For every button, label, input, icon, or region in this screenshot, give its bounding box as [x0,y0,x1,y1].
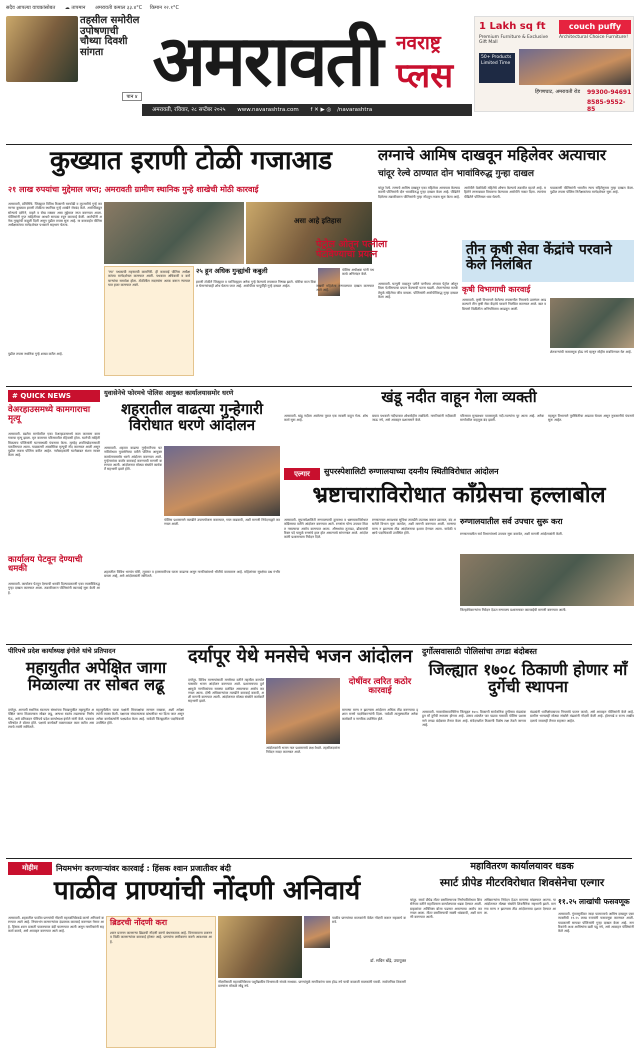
story6-body-3: शहरातील विविध भागांत चोरी, लूटमार व हाणामारीच्या घटना वाढल्या असून नागरिकांमध्ये भीतीचे वातावरण आहे. महिलांच्या सुरक्षेचा प्रश्न गंभीर बनला आहे, असे आंदोलकांनी सांगितले. [104,570,280,579]
ad-offer: 50+ Products Limited Time [479,53,515,83]
story9-side-body-2: जिल्हाधिकाऱ्यांना निवेदन देऊन रुग्णालय प्रशासनावर कारवाईची मागणी करण्यात आली. [460,608,567,612]
story5-headline: खंडू नदीत वाहून गेला व्यक्ती [381,388,537,406]
story9-photo [460,554,634,606]
story11-body-3: मागण्या मान्य न झाल्यास आंदोलन अधिक तीव्र करण्याचा इशारा मनसे पदाधिकाऱ्यांनी दिला. यावेळी तालुक्यातील अनेक कार्यकर्ते व नागरिक उपस्थित होते. [342,708,418,721]
story9-body-2: रुग्णालयात आवश्यक सुविधा तातडीने उपलब्ध करून द्याव्यात, बंद असलेले विभाग सुरू करावेत, अशी मागणी करण्यात आली. मागण्या मान्य न झाल्यास तीव्र आंदोलनाचा इशारा देण्यात आला. यावेळी पक्षाचे पदाधिकारी उपस्थित होते. [372,518,456,535]
story14-headline: स्मार्ट प्रीपेड मीटरविरोधात शिवसेनेचा एल्गार [439,877,605,889]
story13-body: अमरावती. शहरातील पाळीव प्राण्यांची नोंदणी महापालिकेकडे करणे अनिवार्य करण्यात आले आहे. नियमभंग करणाऱ्यांवर दंडात्मक कारवाई करण्यात येणार आहे. हिंसक श्वान प्रजाती पाळण्यावर बंदी घालण्यात आली असून नागरिकांनी सहकार्य करावे, असे आवाहन करण्यात आले आहे. [8,916,104,933]
teaser-photo [6,16,78,82]
story12-kicker: दुर्गोत्सवासाठी पोलिसांचा तगडा बंदोबस्त [422,647,537,656]
ad-sqft: 1 Lakh sq ft [479,21,546,32]
story1-body: अमरावती, प्रतिनिधि. जिल्ह्यात विविध ठिकाणी घरफोडी व लूटमारीचे गुन्हे करणाऱ्या कुख्यात इराणी टोळीला स्थानिक गुन्हे शाखेने जेरबंद केले. आरोपींकडून सोन्याचे दागिने, वाहने व रोख रक्कम असा मुद्देमाल जप्त करण्यात आला. पोलिसांनी गुप्त माहितीच्या आधारे सापळा रचून कारवाई केली. आरोपींनी अनेक गुन्ह्यांची कबुली दिली असून पुढील तपास सुरू आहे. या कारवाईत पोलिस अधीक्षकांच्या मार्गदर्शनात पथकाने सहभाग घेतला. [8,202,102,228]
story3-headline: पेट्रोल ओतून पत्नीला पेटविण्याचा प्रयत्न [316,239,388,260]
story3-body-2: जखमी महिलेला रुग्णालयात दाखल करण्यात आले आहे. [316,284,374,293]
story4-headline: तीन कृषी सेवा केंद्रांचे परवाने केले निलंबित [466,242,612,273]
story7-body: अमरावती. बडनेरा मार्गावरील एका वेअरहाउसमध्ये काम करताना कामगाराचा मृत्यू झाला. मृत कामगार परिसरातील रहिवासी होता. घटनेची माहिती मिळताच पोलिसांनी घटनास्थळी पंचनामा केला. मृतदेह शवविच्छेदनासाठी पाठविण्यात आला. याप्रकरणी आकस्मिक मृत्यूची नोंद करण्यात आली असून पुढील तपास पोलिस करीत आहेत. नातेवाइकांनी घटनेबाबत संशय व्यक्त केला आहे. [8,432,100,458]
story2-body-3: याप्रकरणी पोलिसांनी भारतीय न्याय संहितेनुसार गुन्हा दाखल केला. पुढील तपास पोलिस निरीक्षकांच्या मार्गदर्शनात सुरू आहे. [550,186,634,195]
ad-line1: Premium Furniture & Exclusive Gift Mall [479,35,549,45]
story13-quote-by: डॉ. सचिन बोंद्रे, उपायुक्त [370,958,406,963]
story3-body: अमरावती. घरगुती वादातून पतीने पत्नीच्या अंगावर पेट्रोल ओतून तिला पेटविण्याचा प्रयत्न केल्याची घटना घडली. शेजाऱ्यांच्या सतर्कतेमुळे महिलेचा जीव वाचला. पोलिसांनी आरोपीविरुद्ध गुन्हा दाखल केला आहे. [378,282,458,299]
story14-body: चांदूर. स्मार्ट प्रीपेड मीटर बसविण्याच्या निर्णयाविरोधात शिवसेनेच्या वतीने महावितरण कार्यालयावर धडक देण्यात आली. ग्राहकांवर अतिरिक्त बोजा पडणार असल्याचा आरोप करण्यात आला. मीटर बसविण्याची सक्ती थांबवावी, अशी मागणी करण्यात आली. [410,898,482,920]
story10-body-2: महायुतीतील घटक पक्षांनी मित्रपक्षांचा सन्मान राखावा, अशी अपेक्षा त्यांनी व्यक्त केली. पक्षाच्या संघटनात्मक बांधणीवर भर दिला जात असून अनेक कार्यकर्त्यांनी पक्षप्रवेश केला आहे. यावेळी जिल्ह्यातील पदाधिकारी उपस्थित होते. [96,708,184,725]
story13-box-head: ब्रिडरची नोंदणी करा [110,918,168,927]
story14-body-2: अधिकाऱ्यांना निवेदन देऊन मागण्या मांडण्यात आल्या. या आंदोलनात मोठ्या संख्येने शिवसैनिक सहभागी झाले. मागण्या मान्य न झाल्यास तीव्र आंदोलनाचा इशारा देण्यात आला. [484,898,556,915]
story14-kicker: महावितरण कार्यालयावर धडक [470,861,574,872]
story8-body: अमरावती. कार्यालय पेटवून देण्याची धमकी दिल्याप्रकरणी एका व्यक्तीविरुद्ध गुन्हा दाखल करण्यात आला. तक्रारीवरून पोलिसांनी कारवाई सुरू केली आहे. [8,582,101,595]
story5-body-2: बचाव पथकाने नदीपात्रात शोधमोहीम राबविली. नागरिकांनी नदीकाठी जाऊ नये, असे आवाहन प्रशासनाने केले. [372,414,456,423]
ad-location: हिंगणघाट, अमरावती रोड [535,89,581,95]
story13-officer-photo [304,916,330,948]
masthead-title: अमरावती [152,20,382,102]
story2-body-2: आरोपीने वेळोवेळी महिलेचे शोषण केल्याचे तक्रारीत म्हटले आहे. महिलेने लग्नाबाबत विचारणा केल्यावर आरोपीने नकार दिला. त्यानंतर पीडितेने पोलिसात धाव घेतली. [464,186,546,199]
story1-side-title: असा आहे इतिहास [294,217,342,225]
ad-phone-1: 99300-94691 [587,89,632,96]
story7-headline: वेअरहाउसमध्ये कामगाराचा मृत्यू [8,405,91,424]
story5-body-3: परिसरात मुसळधार पावसामुळे नदी-नाल्यांना पूर आला आहे. अनेक मार्गांवरील वाहतूक बंद झाली. [460,414,544,423]
dateline-bar [142,104,472,116]
masthead-brand-bottom: प्लस [396,56,454,96]
story13-kicker: नियमभंग करणाऱ्यांवर कारवाई : हिंसक श्वान प्रजातीवर बंदी [56,864,231,873]
story13-body-2: नोंदणीसाठी महापालिकेच्या पशुवैद्यकीय विभागाशी संपर्क साधावा. प्राण्यांमुळे नागरिकांना त्रास होऊ नये याची काळजी मालकांनी घ्यावी. सार्वजनिक ठिकाणी प्राण्यांना मोकळे सोडू नये. [218,980,406,989]
story6-headline: शहरातील वाढत्या गुन्हेगारी विरोधात धरणे आंदोलन [120,400,264,434]
story13-box: ब्रिडरची नोंदणी करा श्वान प्रजनन करणाऱ्या ब्रिडरची नोंदणी करणे बंधनकारक आहे. विनापरवाना प्रजनन व विक्री करणाऱ्यांवर कारवाई होणार आहे. प्राण्यांना लसीकरण करणे आवश्यक आहे. [106,916,216,1048]
quick-news-label: # QUICK NEWS [8,390,100,402]
story1-box-body: इराणी टोळीने जिल्ह्यात व परजिल्ह्यात अनेक गुन्हे केल्याचे तपासात निष्पन्न झाले. चोरीचा माल विकत घेणाऱ्यांचाही शोध घेतला जात आहे. आरोपींवर यापूर्वीही गुन्हे दाखल आहेत. [196,280,316,289]
social-handle[interactable]: /navarashtra [337,107,373,113]
story5-body: अमरावती. खंडू नदीला आलेल्या पुरात एक व्यक्ती वाहून गेला. शोधकार्य सुरू आहे. [284,414,368,423]
teaser-headline: तहसील समोरील उपोषणाची चौथ्या दिवशी सांगता [80,15,140,58]
story13-quote: पाळीव प्राण्यांच्या मालकांनी वेळेत नोंदणी करून सहकार्य करावे. [332,916,406,925]
story9-headline: भ्रष्टाचाराविरोधात काँग्रेसचा हल्लाबोल [312,483,606,508]
story13-dog-photo [218,916,302,978]
story2-headline: लग्नाचे आमिष दाखवून महिलेवर अत्याचार [378,146,607,164]
story1-box: 'त्या' पथकाची महत्त्वाची कामगिरी. ही कारवाई पोलिस अधीक्षकांच्या मार्गदर्शनात करण्यात आली. पथकात अधिकारी व कर्मचाऱ्यांचा समावेश होता. टोळीतील सदस्यांना अटक करून न्यायालयात हजर करण्यात आले. [104,266,194,376]
story12-headline: जिल्ह्यात १७०८ ठिकाणी होणार माँ दुर्गेची स्थापना [428,660,628,696]
story6-body: अमरावती. शहरात वाढत्या गुन्हेगारीच्या घटनांविरोधात युवासेनेच्या वतीने पोलिस आयुक्त कार्यालयासमोर धरणे आंदोलन करण्यात आले. गुन्हेगारांवर कठोर कारवाई करण्याची मागणी करण्यात आली. आंदोलनात मोठ्या संख्येने कार्यकर्ते सहभागी झाले होते. [104,446,162,472]
masthead-ad [474,16,634,112]
newspaper-page [4,0,636,1051]
weather-label: तापमान [71,5,86,11]
story4-photo [550,298,634,348]
story9-kicker: सुपरस्पेशालिटी रुग्णालयाच्या दयनीय स्थितीविरोधात आंदोलन [324,467,499,476]
story1-box-head: २५ हून अधिक गुन्ह्यांची कबुली [196,267,268,275]
story4-body: अमरावती. कृषी विभागाने केलेल्या तपासणीत नियमांचे उल्लंघन आढळल्याने तीन कृषी सेवा केंद्रांचे परवाने निलंबित करण्यात आले. खत व बियाणे विक्रीतील अनियमितता आढळून आली. [462,298,546,311]
story9-tag: एल्गार [284,468,320,480]
story1-headline: कुख्यात इराणी टोळी गजाआड [49,146,333,176]
story9-side-body: रुग्णालयातील सर्व विभागांमध्ये उपचार सुरू करावेत, अशी मागणी आंदोलकांनी केली. [460,532,563,536]
story13-tag: मोहीम [8,862,52,875]
story9-side-head: रुग्णालयातील सर्व उपचार सुरू करा [460,517,563,526]
story15-headline: ११.२५ लाखांची फसवणूक [558,897,630,906]
story2-body: चांदूर रेल्वे. लग्नाचे आमिष दाखवून एका महिलेवर अत्याचार केल्याप्रकरणी पोलिसांनी दोन भावांविरुद्ध गुन्हा दाखल केला आहे. पीडितेने दिलेल्या तक्रारीवरून पोलिसांनी गुन्हा नोंदवून तपास सुरू केला आहे. [378,186,460,199]
story6-kicker: युवासेनेचे फोरमचे पोलिस आयुक्त कार्यालयासमोर धरणे [104,389,234,397]
story13-headline: पाळीव प्राण्यांची नोंदणी अनिवार्य [53,876,361,906]
story10-body: दर्यापूर. आगामी स्थानिक स्वराज्य संस्थांच्या निवडणुकीत महायुतीत अपेक्षित जागा मिळाल्यास सोबत लढू, अन्यथा स्वतंत्र लढण्याचा निर्णय घेऊ, असे प्रतिपादन पीरिपचे प्रदेश कार्याध्यक्ष इंगोले यांनी केले. पत्रकार परिषदेत ते बोलत होते. पक्षाचे कार्यकर्ते तळागाळात काम करीत असल्याचे त्यांनी सांगितले. [8,708,94,730]
tagline: सदैव आपल्या वाचकांसोबत [6,5,56,11]
story12-body-2: मंडळांनी ध्वनिक्षेपकाच्या नियमांचे पालन करावे, असे आवाहन पोलिसांनी केले आहे. ग्रामीण भागातही मोठ्या संख्येने मंडळांनी नोंदणी केली आहे. होमगार्ड व राज्य राखीव दलाचे जवानही तैनात राहणार आहेत. [530,710,634,723]
story4-body-2: शेतकऱ्यांची फसवणूक होऊ नये म्हणून मोहीम राबविण्यात येत आहे. [550,350,632,354]
ad-sofa-image [519,49,631,85]
social-icons[interactable]: f ✕ ▶ ◎ [310,107,332,113]
story1-subhead: २१ लाख रुपयांचा मुद्देमाल जप्त; अमरावती ग्रामीण स्थानिक गुन्हे शाखेची मोठी कारवाई [8,185,259,194]
weather-icon: ☁ [64,5,70,11]
story15-body: अमरावती. गुंतवणुकीवर जादा परताव्याचे आमिष दाखवून एका व्यक्तीची ११.२५ लाख रुपयांनी फसवणूक करण्यात आली. याप्रकरणी सायबर पोलिसांनी गुन्हा दाखल केला आहे. नागरिकांनी अशा आमिषांना बळी पडू नये, असे आवाहन पोलिसांनी केले आहे. [558,912,634,934]
story4-box [462,240,634,282]
story11-subhead: दोषींवर त्वरित कठोर कारवाई [348,677,412,696]
masthead-brand-top: नवराष्ट्र [396,32,441,54]
story10-headline: महायुतीत अपेक्षित जागा मिळाल्या तर सोबत लढू [25,658,167,694]
masthead-top-strip [6,2,634,14]
dateline: अमरावती, रविवार, २८ सप्टेंबर २०२५ [152,107,226,113]
story12-body: अमरावती. नवरात्रोत्सवानिमित्त जिल्ह्यात १७०८ ठिकाणी सार्वजनिक दुर्गोत्सव मंडळांकडून माँ दुर्गेची स्थापना होणार आहे. उत्सव शांततेत पार पडावा यासाठी पोलिस प्रशासनाने तगडा बंदोबस्त तैनात केला आहे. संवेदनशील ठिकाणी विशेष लक्ष ठेवले जाणार आहे. [422,710,526,727]
story4-subhead: कृषी विभागाची कारवाई [462,285,531,294]
temp-min: किमान २२.१°C [149,5,179,11]
story1-quote: पोलिस अधीक्षक यांनी पथकाचे अभिनंदन केले. [342,268,374,277]
story1-body-2: पुढील तपास स्थानिक गुन्हे शाखा करीत आहे. [8,352,63,356]
story10-kicker: पीरिपचे प्रदेश कार्याध्यक्ष इंगोले यांचे प्रतिपादन [8,647,116,655]
story11-photo [266,678,340,744]
temp-max: अमरावती कमाल ३३.४°C [95,5,143,11]
story5-body-4: महसूल विभागाने पूरस्थितीचा आढावा घेतला असून नुकसानीचे पंचनामे सुरू आहेत. [548,414,634,423]
story2-subhead: चांदूर रेल्वे ठाण्यात दोन भावांविरुद्ध गुन्हा दाखल [378,169,535,179]
story11-body-2: आंदोलकांनी भजन गात प्रशासनाचे लक्ष वेधले. तहसीलदारांना निवेदन सादर करण्यात आले. [266,746,340,755]
story9-body: अमरावती. सुपरस्पेशालिटी रुग्णालयाची दुरवस्था व भ्रष्टाचाराविरोधात काँग्रेसच्या वतीने आंदोलन करण्यात आले. रुग्णांना योग्य उपचार मिळत नसल्याचा आरोप करण्यात आला. औषधांचा तुटवडा, डॉक्टरांची रिक्त पदे यामुळे रुग्णांचे हाल होत असल्याचे सांगण्यात आले. आंदोलकांनी प्रशासनाला निवेदन दिले. [284,518,368,540]
story6-body-2: पोलिस प्रशासनाने तातडीने उपाययोजना कराव्यात, गस्त वाढवावी, अशी मागणी निवेदनाद्वारे करण्यात आली. [164,518,280,527]
ad-brand: couch puffy [559,20,631,34]
story1-photo [104,202,244,264]
teaser-page: पान ४ [122,92,142,101]
story6-photo [164,446,280,516]
ad-phone-2: 8585-9552-85 [587,99,626,113]
story11-body: दर्यापूर. विविध मागण्यांसाठी मनसेच्या वतीने तहसील कार्यालयासमोर भजन आंदोलन करण्यात आले. प्रशासनाच्या दुर्लक्षामुळे नागरिकांच्या समस्या प्रलंबित असल्याचा आरोप करण्यात आला. दोषी अधिकाऱ्यांवर तातडीने कारवाई करावी, अशी मागणी करण्यात आली. आंदोलनात मोठ्या संख्येने कार्यकर्ते सहभागी झाले. [188,678,264,704]
ad-tagline: Architectural Choice Furniture! [559,35,628,40]
story11-headline: दर्यापूर येथे मनसेचे भजन आंदोलन [188,646,413,667]
hash-icon: # [12,392,18,400]
website-link[interactable]: www.navarashtra.com [237,107,299,113]
story8-headline: कार्यालय पेटवून देण्याची धमकी [8,555,83,574]
